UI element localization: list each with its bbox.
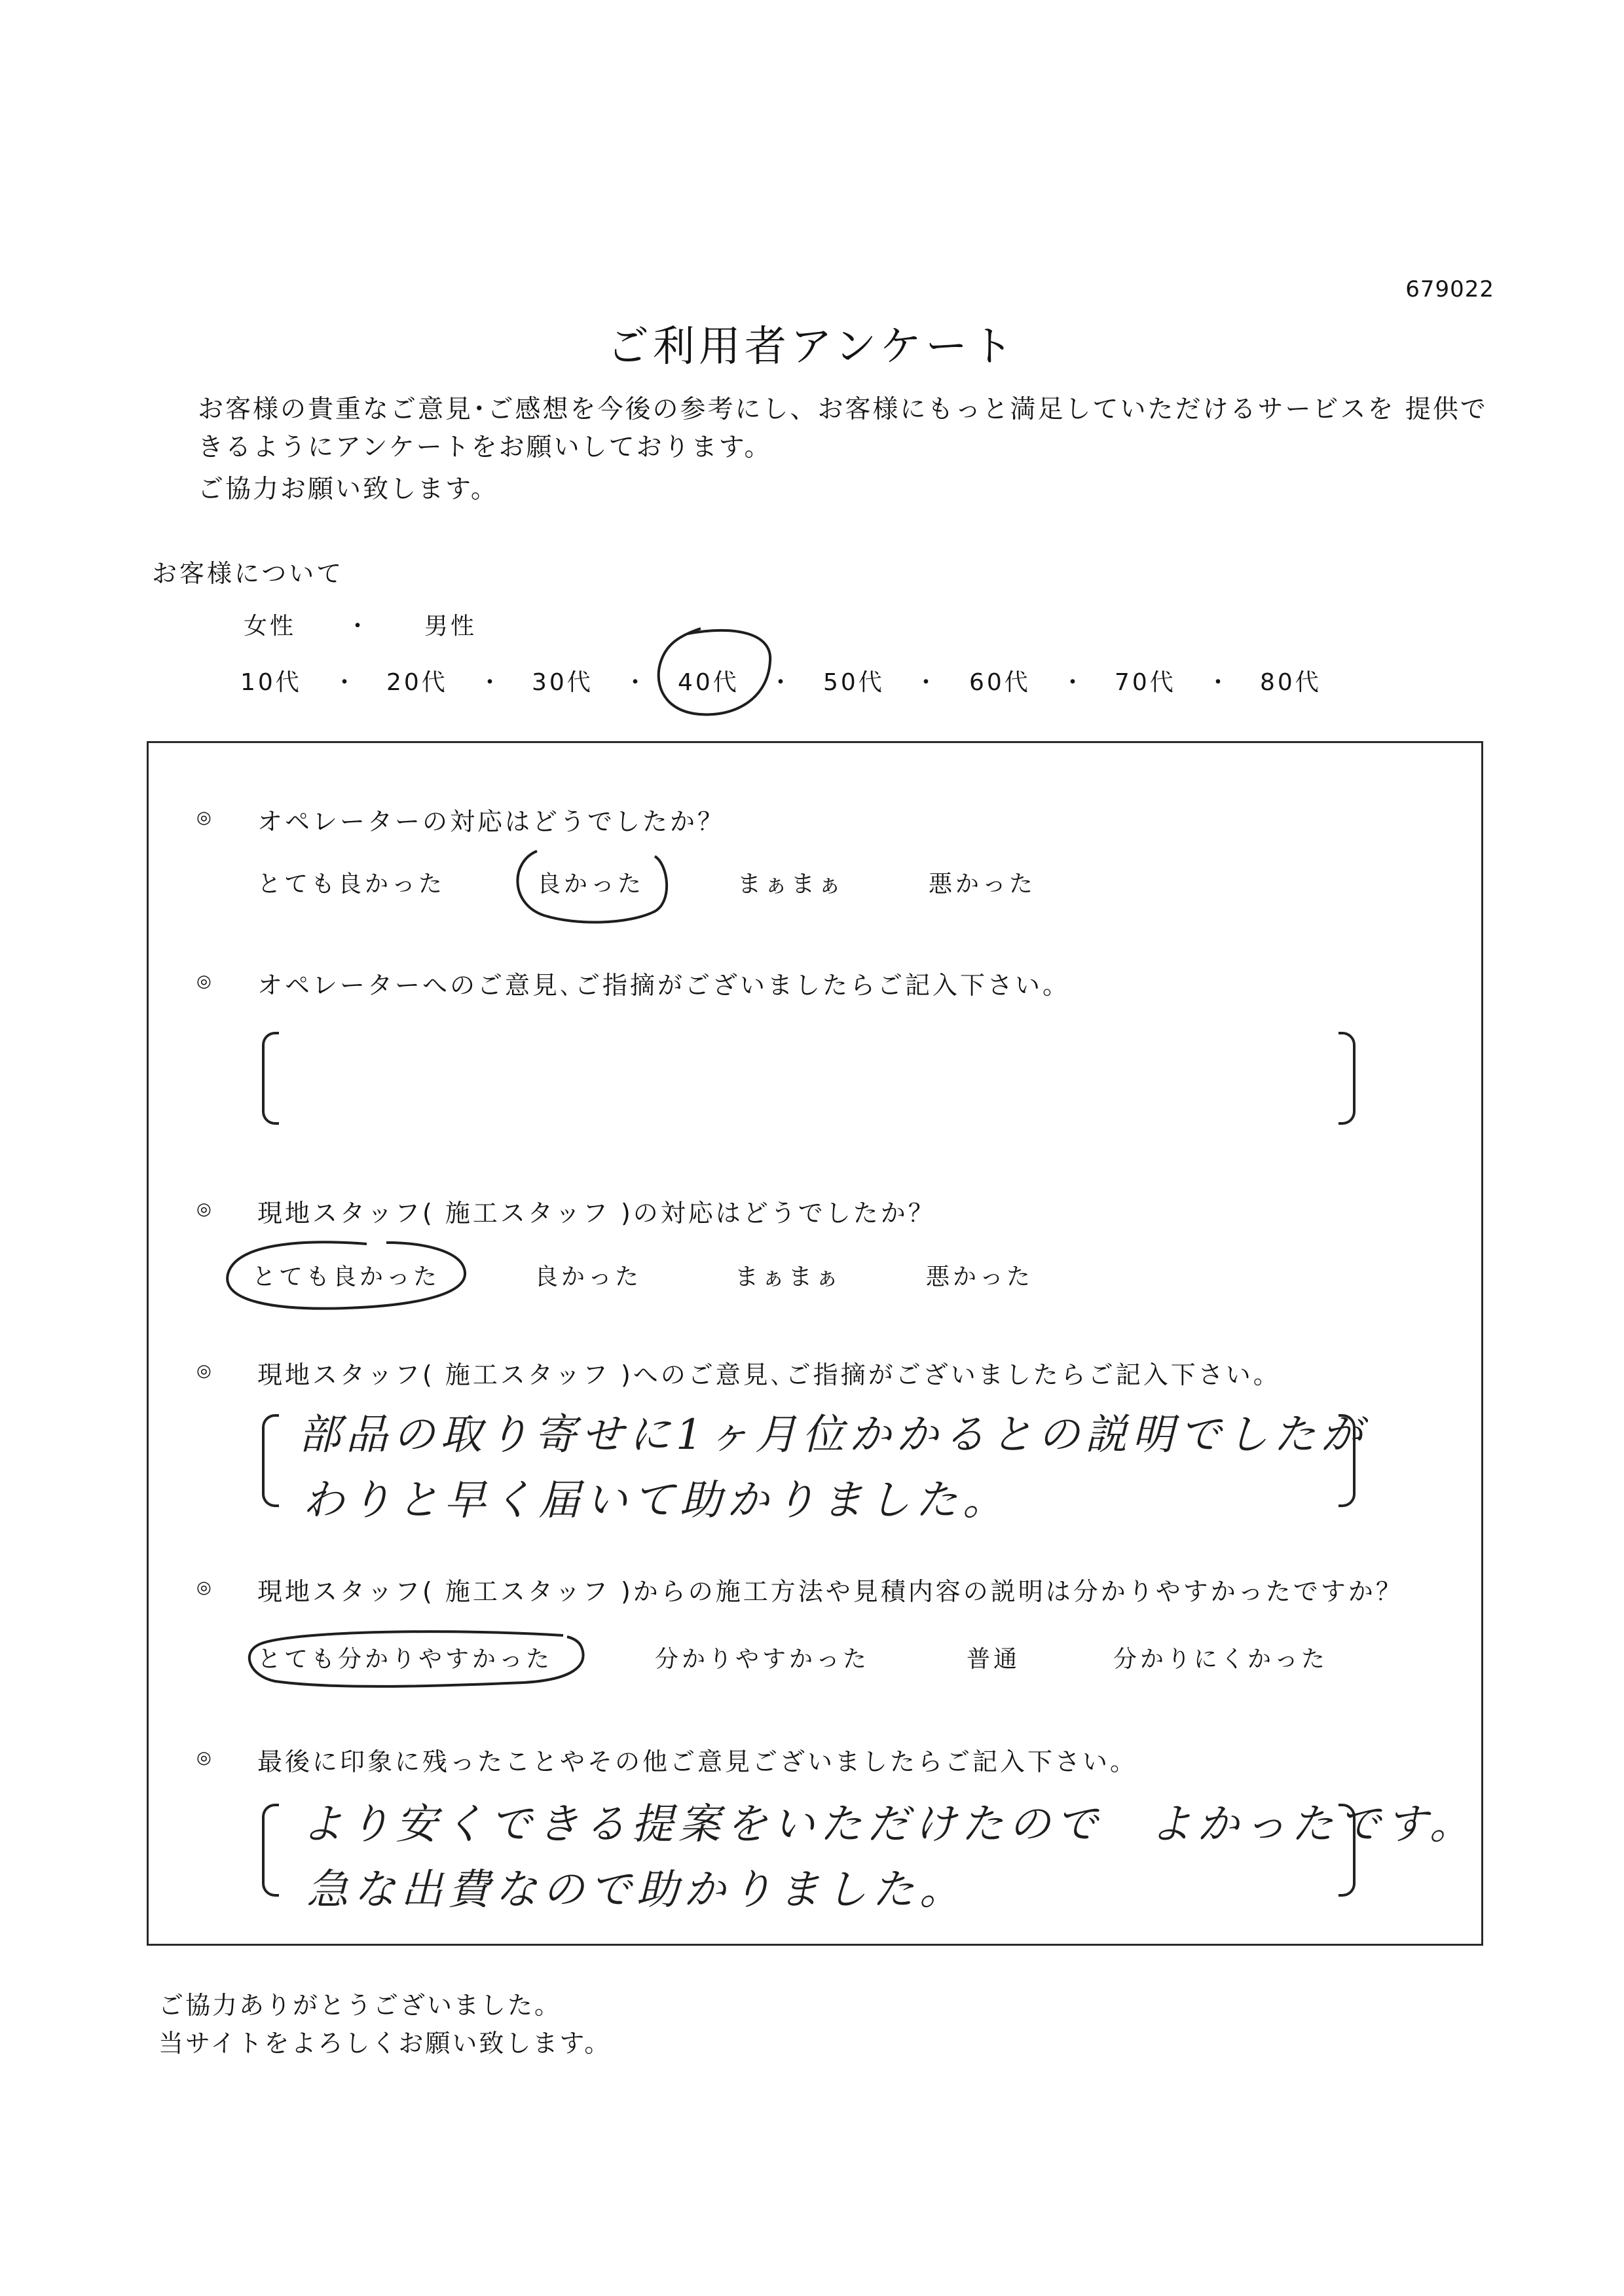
q3-selection-circle [227, 1242, 465, 1308]
intro-line-3: ご協力お願い致します。 [198, 475, 498, 504]
q4-question: 現地スタッフ( 施工スタッフ )へのご意見､ご指摘がございましたらご記入下さい。 [257, 1360, 1281, 1389]
q1-option-so-so[interactable]: まぁまぁ [737, 871, 845, 898]
page-title: ご利用者アンケート [606, 323, 1018, 371]
q4-answer-line-2: わりと早く届いて助かりました。 [303, 1476, 1010, 1525]
q3-bullet: ◎ [196, 1199, 212, 1219]
q3-option-good[interactable]: 良かった [534, 1264, 642, 1290]
q3-question: 現地スタッフ( 施工スタッフ )の対応はどうでしたか？ [257, 1199, 936, 1228]
q5-bullet: ◎ [196, 1578, 212, 1597]
age-option-10[interactable]: 10代 [240, 669, 302, 696]
intro-line-2: きるようにアンケートをお願いしております。 [198, 433, 772, 462]
q2-question: オペレーターへのご意見､ご指摘がございましたらご記入下さい。 [257, 971, 1071, 1000]
age-option-20[interactable]: 20代 [386, 669, 448, 696]
age-option-80[interactable]: 80代 [1260, 669, 1321, 696]
q1-question: オペレーターの対応はどうでしたか？ [257, 807, 726, 836]
q5-option-unclear[interactable]: 分かりにくかった [1113, 1646, 1329, 1673]
age-option-30[interactable]: 30代 [532, 669, 593, 696]
q4-answer-line-1: 部品の取り寄せに1ヶ月位かかるとの説明でしたが [299, 1411, 1368, 1459]
age-selection-circle [659, 629, 770, 715]
q5-option-clear[interactable]: 分かりやすかった [655, 1646, 870, 1673]
q5-question: 現地スタッフ( 施工スタッフ )からの施工方法や見積内容の説明は分かりやすかったですか？ [257, 1577, 1403, 1606]
q1-option-very-good[interactable]: とても良かった [257, 871, 446, 898]
q3-option-bad[interactable]: 悪かった [926, 1264, 1034, 1290]
age-option-70[interactable]: 70代 [1115, 669, 1176, 696]
age-option-60[interactable]: 60代 [969, 669, 1031, 696]
q5-option-very-clear[interactable]: とても分かりやすかった [257, 1646, 553, 1673]
q6-answer-line-2: 急な出費なので助かりました。 [306, 1866, 967, 1914]
q3-option-so-so[interactable]: まぁまぁ [735, 1264, 843, 1290]
q1-bullet: ◎ [196, 808, 212, 828]
q3-option-very-good[interactable]: とても良かった [252, 1264, 441, 1290]
q1-option-good[interactable]: 良かった [537, 871, 645, 898]
q5-selection-circle [249, 1631, 583, 1686]
q1-selection-circle [517, 851, 667, 922]
gender-option-female[interactable]: 女性 [244, 613, 297, 640]
footer-regards: 当サイトをよろしくお願い致します。 [158, 2029, 612, 2058]
q6-question: 最後に印象に残ったことやその他ご意見ございましたらご記入下さい。 [257, 1747, 1138, 1776]
age-option-50[interactable]: 50代 [823, 669, 885, 696]
q2-bullet: ◎ [196, 972, 212, 991]
customer-heading: お客様について [152, 559, 344, 588]
gender-option-male[interactable]: 男性 [424, 613, 477, 640]
document-id: 679022 [1405, 276, 1494, 302]
q1-option-bad[interactable]: 悪かった [929, 871, 1037, 898]
footer-thanks: ご協力ありがとうございました。 [158, 1991, 562, 2020]
age-option-40[interactable]: 40代 [678, 669, 739, 696]
q6-bullet: ◎ [196, 1748, 212, 1768]
q6-answer-line-1: より安くできる提案をいただけたので よかったです。 [301, 1800, 1477, 1849]
intro-line-1: お客様の貴重なご意見･ご感想を今後の参考にし、お客様にもっと満足していただけるサービスを 提供で [198, 395, 1488, 424]
q5-option-normal[interactable]: 普通 [967, 1646, 1021, 1673]
q4-bullet: ◎ [196, 1361, 212, 1381]
